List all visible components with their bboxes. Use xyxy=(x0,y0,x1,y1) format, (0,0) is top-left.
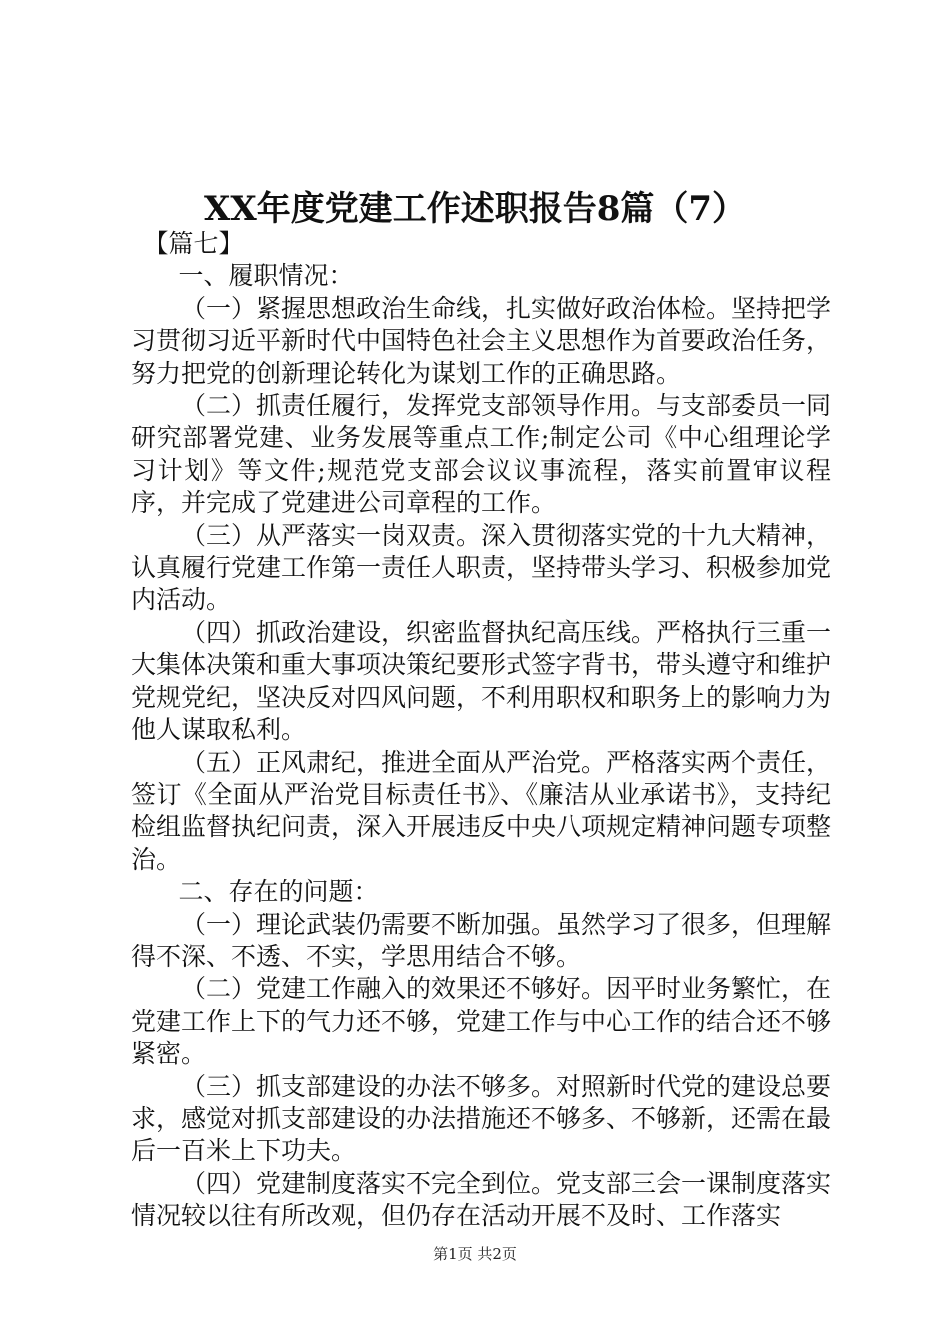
paragraph: （二）党建工作融入的效果还不够好。因平时业务繁忙，在党建工作上下的气力还不够，党建工作与中心工作的结合还不够紧密。 xyxy=(131,974,832,1069)
paragraph: （三）从严落实一岗双责。深入贯彻落实党的十九大精神，认真履行党建工作第一责任人职责，坚持带头学习、积极参加党内活动。 xyxy=(131,520,832,615)
document-title: XX年度党建工作述职报告8篇（7） xyxy=(203,189,747,229)
paragraph: （二）抓责任履行，发挥党支部领导作用。与支部委员一同研究部署党建、业务发展等重点工作;制定公司《中心组理论学习计划》等文件;规范党支部会议议事流程，落实前置审议程序，并完成了党建进公司章程的工作。 xyxy=(131,391,832,518)
paragraph: （三）抓支部建设的办法不够多。对照新时代党的建设总要求，感觉对抓支部建设的办法措施还不够多、不够新，还需在最后一百米上下功夫。 xyxy=(131,1071,832,1166)
paragraph: （五）正风肃纪，推进全面从严治党。严格落实两个责任，签订《全面从严治党目标责任书》、《廉洁从业承诺书》，支持纪检组监督执纪问责，深入开展违反中央八项规定精神问题专项整治。 xyxy=(131,747,832,874)
document-body xyxy=(131,228,831,1233)
article-label: 【篇七】 xyxy=(143,229,244,258)
page-footer: 第1页 共2页 xyxy=(433,1245,517,1263)
paragraph: （四）抓政治建设，织密监督执纪高压线。严格执行三重一大集体决策和重大事项决策纪要形式签字背书，带头遵守和维护党规党纪，坚决反对四风问题，不利用职权和职务上的影响力为他人谋取私利。 xyxy=(131,617,832,745)
paragraph: （一）理论武装仍需要不断加强。虽然学习了很多，但理解得不深、不透、不实，学思用结合不够。 xyxy=(131,909,832,971)
paragraph: （四）党建制度落实不完全到位。党支部三会一课制度落实情况较以往有所改观，但仍存在活动开展不及时、工作落实 xyxy=(131,1168,832,1231)
section-heading: 二、存在的问题： xyxy=(178,877,379,907)
paragraph: （一）紧握思想政治生命线，扎实做好政治体检。坚持把学习贯彻习近平新时代中国特色社会主义思想作为首要政治任务，努力把党的创新理论转化为谋划工作的正确思路。 xyxy=(131,293,832,388)
section-heading: 一、履职情况： xyxy=(178,261,354,291)
